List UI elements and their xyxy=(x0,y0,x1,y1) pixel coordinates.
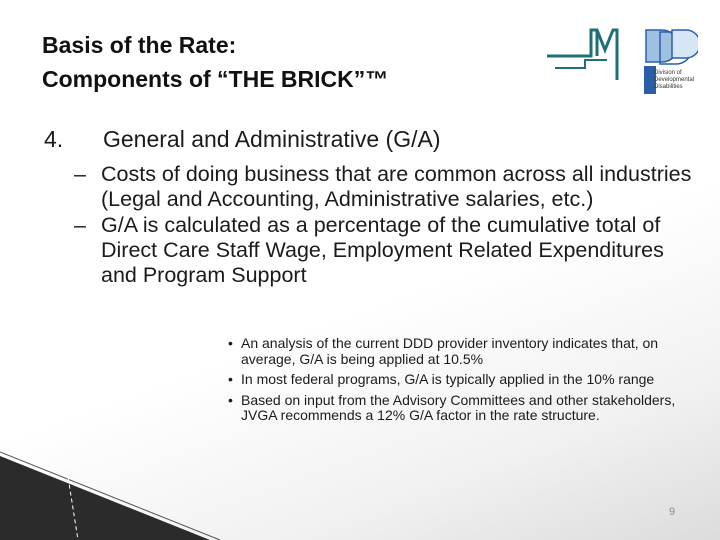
ddd-logo-caption: Division of Developmental Disabilities xyxy=(654,70,695,90)
title-line-1: Basis of the Rate: xyxy=(42,32,237,58)
level2-bullet-text: An analysis of the current DDD provider inventory indicates that, on average, G/A is being applied at 10.5% xyxy=(241,335,659,367)
level2-bullet-text: In most federal programs, G/A is typically applied in the 10% range xyxy=(241,371,655,387)
level2-bullet-list xyxy=(228,336,712,429)
corner-decoration xyxy=(0,440,720,540)
level1-bullet xyxy=(74,162,704,212)
level2-bullet xyxy=(228,393,712,424)
page-number: 9 xyxy=(668,506,676,518)
dash-marker: – xyxy=(74,162,86,186)
level2-bullet-text: Based on input from the Advisory Committees and other stakeholders, JVGA recommends a 12% G/A factor in the rate structure. xyxy=(241,391,676,423)
level1-bullet-list xyxy=(74,162,704,289)
dash-marker: – xyxy=(74,213,86,237)
level1-bullet-text: Costs of doing business that are common across all industries (Legal and Accounting, Administrative salaries, etc.) xyxy=(101,162,692,211)
level1-bullet xyxy=(74,213,704,288)
bullet-dot: • xyxy=(228,391,233,408)
level2-bullet xyxy=(228,336,712,367)
section-heading-text: General and Administrative (G/A) xyxy=(103,126,441,152)
title-line-2: Components of “THE BRICK”™ xyxy=(42,66,389,92)
level1-bullet-text: G/A is calculated as a percentage of the cumulative total of Direct Care Staff Wage, Employment Related Expenditures and Program Support xyxy=(101,213,664,287)
slide-title xyxy=(42,28,522,96)
level2-bullet xyxy=(228,372,712,388)
section-heading xyxy=(44,124,664,154)
bullet-dot: • xyxy=(228,371,233,387)
bullet-dot: • xyxy=(228,335,233,351)
section-number: 4. xyxy=(44,126,64,152)
jvga-logo-icon xyxy=(545,24,623,86)
